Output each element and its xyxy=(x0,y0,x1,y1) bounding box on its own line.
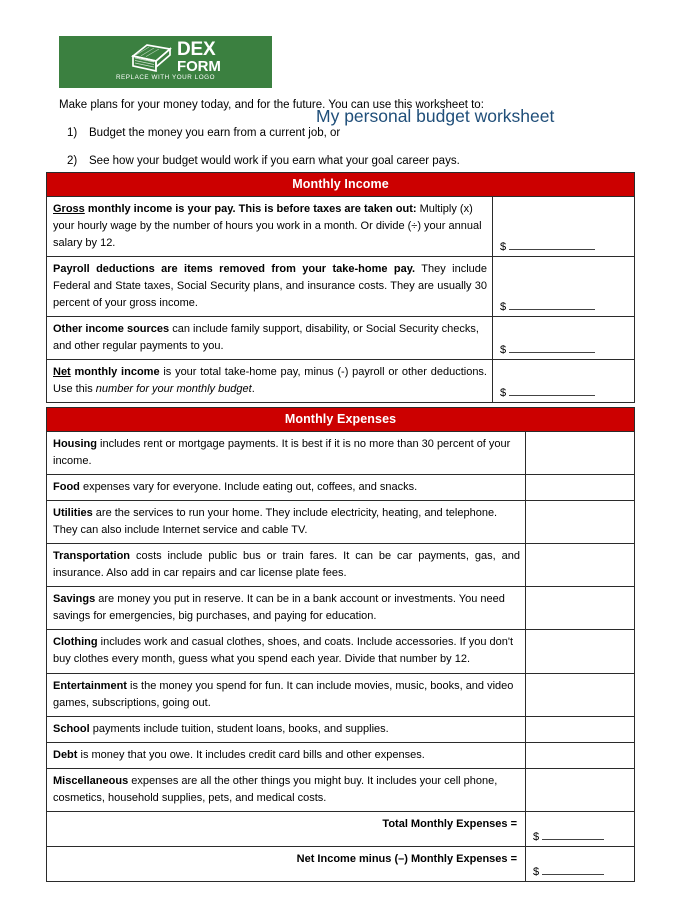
logo-banner xyxy=(59,36,272,88)
list-item-number: 1) xyxy=(67,126,78,139)
income-text-other: can include family support, disability, or Social Security checks, and other regular payments to you. xyxy=(53,323,479,353)
income-term-gross-bold: monthly income is your pay. This is before taxes are taken out: xyxy=(84,203,417,215)
expense-description-housing xyxy=(47,432,526,475)
fill-in-blank[interactable] xyxy=(509,300,595,310)
income-amount-payroll[interactable] xyxy=(493,257,635,317)
fill-in-blank[interactable] xyxy=(509,240,595,250)
expense-description-miscellaneous xyxy=(47,768,526,811)
expense-term-food: Food xyxy=(53,481,80,494)
table-row-header xyxy=(47,173,635,197)
expense-amount-transportation[interactable] xyxy=(526,544,635,587)
expense-amount-savings[interactable] xyxy=(526,587,635,630)
intro-lead: Make plans for your money today, and for the future. You can use this worksheet to: xyxy=(59,99,484,111)
total-monthly-expenses-label: Total Monthly Expenses = xyxy=(47,811,526,846)
income-text-net-end: . xyxy=(251,383,255,396)
income-text-net-italic: number for your monthly budget xyxy=(95,383,252,396)
expense-text-food: expenses vary for everyone. Include eating out, coffees, and snacks. xyxy=(79,481,418,494)
table-row xyxy=(47,360,635,403)
table-row xyxy=(47,197,635,257)
expense-text-clothing: includes work and casual clothes, shoes, and coats. Include accessories. If you don't buy clothes every month, guess what you spend each year. Divide that number by 12. xyxy=(53,636,514,666)
expense-text-school: payments include tuition, student loans, books, and supplies. xyxy=(89,722,389,735)
expense-description-savings xyxy=(47,587,526,630)
table-row xyxy=(47,673,635,716)
table-row xyxy=(47,544,635,587)
table-row xyxy=(47,475,635,501)
currency-symbol: $ xyxy=(533,865,540,878)
expense-amount-entertainment[interactable] xyxy=(526,673,635,716)
income-description-gross xyxy=(47,197,493,257)
table-row xyxy=(47,432,635,475)
list-item xyxy=(59,127,639,141)
monthly-income-table xyxy=(46,172,635,403)
expense-text-transportation: costs include public bus or train fares. It can be car payments, gas, and insurance. Also add in car repairs and car license plate fees. xyxy=(53,550,520,580)
table-row xyxy=(47,257,635,317)
currency-symbol: $ xyxy=(500,301,507,314)
expense-amount-clothing[interactable] xyxy=(526,630,635,673)
table-row xyxy=(47,742,635,768)
expense-amount-housing[interactable] xyxy=(526,432,635,475)
income-term-net-bold: monthly income xyxy=(70,366,160,379)
income-amount-other[interactable] xyxy=(493,317,635,360)
list-item-label: Budget the money you earn from a current job, or xyxy=(89,126,341,139)
list-item-number: 2) xyxy=(67,154,78,167)
logo-wordmark xyxy=(177,40,272,75)
expense-text-utilities: are the services to run your home. They include electricity, heating, and telephone. They can also include Internet service and cable TV. xyxy=(53,507,498,537)
intro-list xyxy=(59,127,639,169)
table-row-total xyxy=(47,811,635,846)
expense-description-utilities xyxy=(47,501,526,544)
income-amount-gross[interactable] xyxy=(493,197,635,257)
open-box-icon xyxy=(127,42,175,76)
table-row xyxy=(47,716,635,742)
income-term-net: Net xyxy=(53,366,71,379)
expense-term-debt: Debt xyxy=(53,748,78,761)
page-title: My personal budget worksheet xyxy=(316,106,555,126)
income-description-net xyxy=(47,360,493,403)
expense-amount-food[interactable] xyxy=(526,475,635,501)
fill-in-blank[interactable] xyxy=(509,386,595,396)
fill-in-blank[interactable] xyxy=(509,343,595,353)
total-monthly-expenses-amount[interactable] xyxy=(526,811,635,846)
net-income-minus-expenses-label: Net Income minus (–) Monthly Expenses = xyxy=(47,846,526,881)
income-text-net: is your total take-home pay, minus (-) payroll or other deductions. Use this xyxy=(53,366,487,396)
logo-tagline: REPLACE WITH YOUR LOGO xyxy=(115,74,216,81)
expense-text-housing: includes rent or mortgage payments. It is best if it is no more than 30 percent of your income. xyxy=(53,438,511,468)
logo-text-form: FORM xyxy=(177,58,221,76)
table-row xyxy=(47,317,635,360)
income-term-payroll: Payroll deductions are items removed from your take-home pay. xyxy=(53,263,416,276)
expense-amount-debt[interactable] xyxy=(526,742,635,768)
expense-description-clothing xyxy=(47,630,526,673)
expense-text-debt: is money that you owe. It includes credit card bills and other expenses. xyxy=(77,748,425,761)
currency-symbol: $ xyxy=(533,830,540,843)
intro-block xyxy=(59,99,639,168)
fill-in-blank[interactable] xyxy=(542,865,604,875)
income-description-other xyxy=(47,317,493,360)
list-item-label: See how your budget would work if you earn what your goal career pays. xyxy=(89,154,460,167)
expense-text-entertainment: is the money you spend for fun. It can include movies, music, books, and video games, subscriptions, going out. xyxy=(53,679,514,709)
income-amount-net[interactable] xyxy=(493,360,635,403)
net-income-minus-expenses-amount[interactable] xyxy=(526,846,635,881)
table-row-header xyxy=(47,408,635,432)
monthly-income-heading: Monthly Income xyxy=(47,173,635,197)
income-text-gross: Multiply (x) your hourly wage by the number of hours you work in a month. Or divide (÷) your annual salary by 12. xyxy=(53,203,482,250)
table-row xyxy=(47,587,635,630)
expense-term-savings: Savings xyxy=(53,593,96,606)
income-term-gross: Gross xyxy=(53,203,85,215)
income-text-payroll: They include Federal and State taxes, Social Security plans, and insurance costs. They are usually 30 percent of your gross income. xyxy=(53,263,487,310)
table-row xyxy=(47,501,635,544)
expense-description-entertainment xyxy=(47,673,526,716)
monthly-expenses-table xyxy=(46,407,635,882)
monthly-expenses-heading: Monthly Expenses xyxy=(47,408,635,432)
currency-symbol: $ xyxy=(500,344,507,357)
expense-term-housing: Housing xyxy=(53,438,97,450)
expense-term-utilities: Utilities xyxy=(53,507,93,520)
expense-amount-utilities[interactable] xyxy=(526,501,635,544)
expense-term-entertainment: Entertainment xyxy=(53,679,127,692)
table-row-total xyxy=(47,846,635,881)
table-row xyxy=(47,630,635,673)
expense-description-food xyxy=(47,475,526,501)
logo-text-dex: DEX xyxy=(177,39,216,60)
expense-amount-miscellaneous[interactable] xyxy=(526,768,635,811)
expense-term-clothing: Clothing xyxy=(53,636,98,649)
fill-in-blank[interactable] xyxy=(542,830,604,840)
expense-term-miscellaneous: Miscellaneous xyxy=(53,774,129,787)
expense-description-school xyxy=(47,716,526,742)
expense-text-savings: are money you put in reserve. It can be in a bank account or investments. You need savings for emergencies, big purchases, and paying for education. xyxy=(53,593,505,623)
currency-symbol: $ xyxy=(500,241,507,254)
expense-amount-school[interactable] xyxy=(526,716,635,742)
expense-description-transportation xyxy=(47,544,526,587)
income-description-payroll xyxy=(47,257,493,317)
currency-symbol: $ xyxy=(500,387,507,400)
expense-text-miscellaneous: expenses are all the other things you might buy. It includes your cell phone, cosmetics, household supplies, pets, and medical costs. xyxy=(53,774,498,804)
expense-term-transportation: Transportation xyxy=(53,550,131,563)
expense-description-debt xyxy=(47,742,526,768)
income-term-other: Other income sources xyxy=(53,323,170,336)
list-item xyxy=(59,155,639,169)
expense-term-school: School xyxy=(53,722,90,735)
table-row xyxy=(47,768,635,811)
